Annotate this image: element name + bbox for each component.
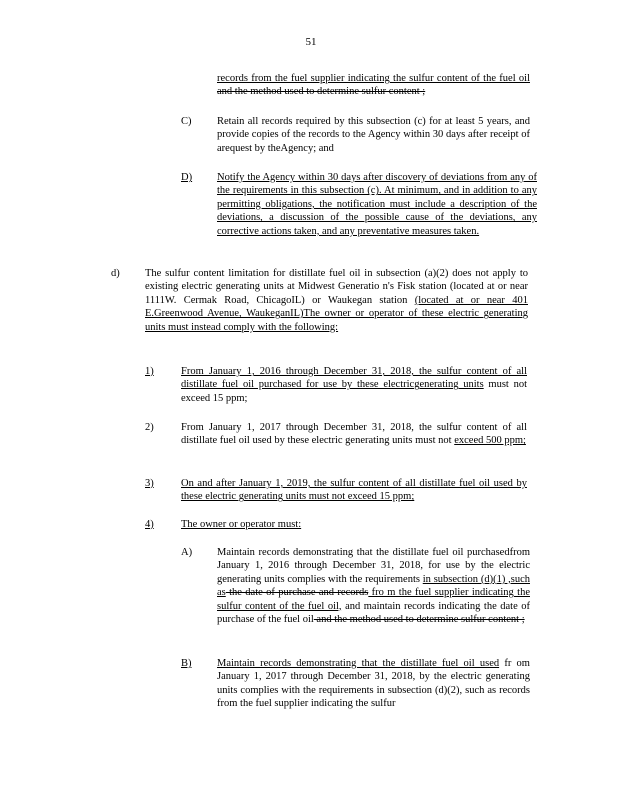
sub-3-text: On and after January 1, 2019, the sulfur content of all distillate fuel oil used by these electric generating units must not exceed 15 ppm; [181,478,527,503]
sub-1-underlined-text: From January 1, 2016 through December 31, 2018, the sulfur content of all distillate fuel oil purchased for use by these electricgenerating units [181,366,527,391]
sub-4A-label: A) [181,547,193,558]
sub-4A-text-3: the date of purchase and records [225,587,369,599]
sub-2-underlined-tail: exceed 500 ppm; [454,435,526,447]
sub-1-tail-text: must not exceed 15 ppm; [181,379,527,404]
sub-4B-label: B) [181,658,192,669]
item-d-plain-text: The sulfur content limitation for distillate fuel oil in subsection (a)(2) does not apply to existing electric generating units at Midwest Generatio n's Fisk station (located at or near 1111W. Cermak Road, ChicagoIL) or Waukegan station [145,268,528,306]
sub-1-text [181,365,527,405]
page-number: 51 [305,36,317,48]
item-d-underlined-text: (located at or near 401 E.Greenwood Avenue, WaukeganIL)The owner or operator of these electric generating units must instead comply with the following: [145,294,528,333]
item-d-label: d) [111,268,120,279]
sub-4B-text-1: Maintain records demonstrating that the distillate fuel oil used [217,658,500,669]
sub-4B-text [217,657,530,711]
item-D-text: Notify the Agency within 30 days after discovery of deviations from any of the requirements in this subsection (c). At minimum, and in addition to any permitting obligations, the notification must include a description of the deviations, a discussion of the possible cause of the deviations, any corrective actions taken, and any preventative measures taken. [217,172,537,237]
sub-2-label: 2) [145,422,154,433]
struck-text: and the method used to determine sulfur content ; [217,86,426,98]
sub-4A-text-6: and the method used to determine sulfur content ; [313,614,525,626]
item-c-text: Retain all records required by this subsection (c) for at least 5 years, and provide copies of the records to the Agency within 30 days after receipt of arequest by theAgency; and [217,116,530,154]
sub-4A-text [217,546,530,626]
underlined-text: records from the fuel supplier indicating the sulfur content of the fuel oil [217,73,530,84]
item-D-label: D) [181,172,193,183]
sub-4B-text-2: fr om January 1, 2017 through December 31, 2018, by the electric generating units complies with the requirements in subsection (d)(2), such as records from the fuel supplier indicating the sulfur [217,658,530,710]
item-c-label: C) [181,116,192,127]
sub-3-label: 3) [145,478,154,489]
sub-2-plain-text: From January 1, 2017 through December 31, 2018, the sulfur content of all distillate fuel oil used by these electric generating units must not [181,422,527,447]
sub-4-text: The owner or operator must: [181,519,302,530]
item-d-text [145,267,528,334]
sub-4A-text-5: and maintain records indicating the date of purchase of the fuel oil [217,600,530,626]
sub-2-text [181,421,527,448]
sub-4A-text-1: Maintain records demonstrating that the distillate fuel oil purchasedfrom January 1, 2016 through December 31, 2018, for use by the electric generating units complies with the requirements [217,547,530,585]
sub-4A-text-4: fro m the fuel supplier indicating the sulfur content of the fuel oil, [217,587,530,612]
sub-4A-text-2: in subsection (d)(1) ,such as [217,573,530,599]
sub-4-label: 4) [145,519,154,530]
sub-1-label: 1) [145,366,154,377]
paragraph-b-continuation [217,72,530,99]
